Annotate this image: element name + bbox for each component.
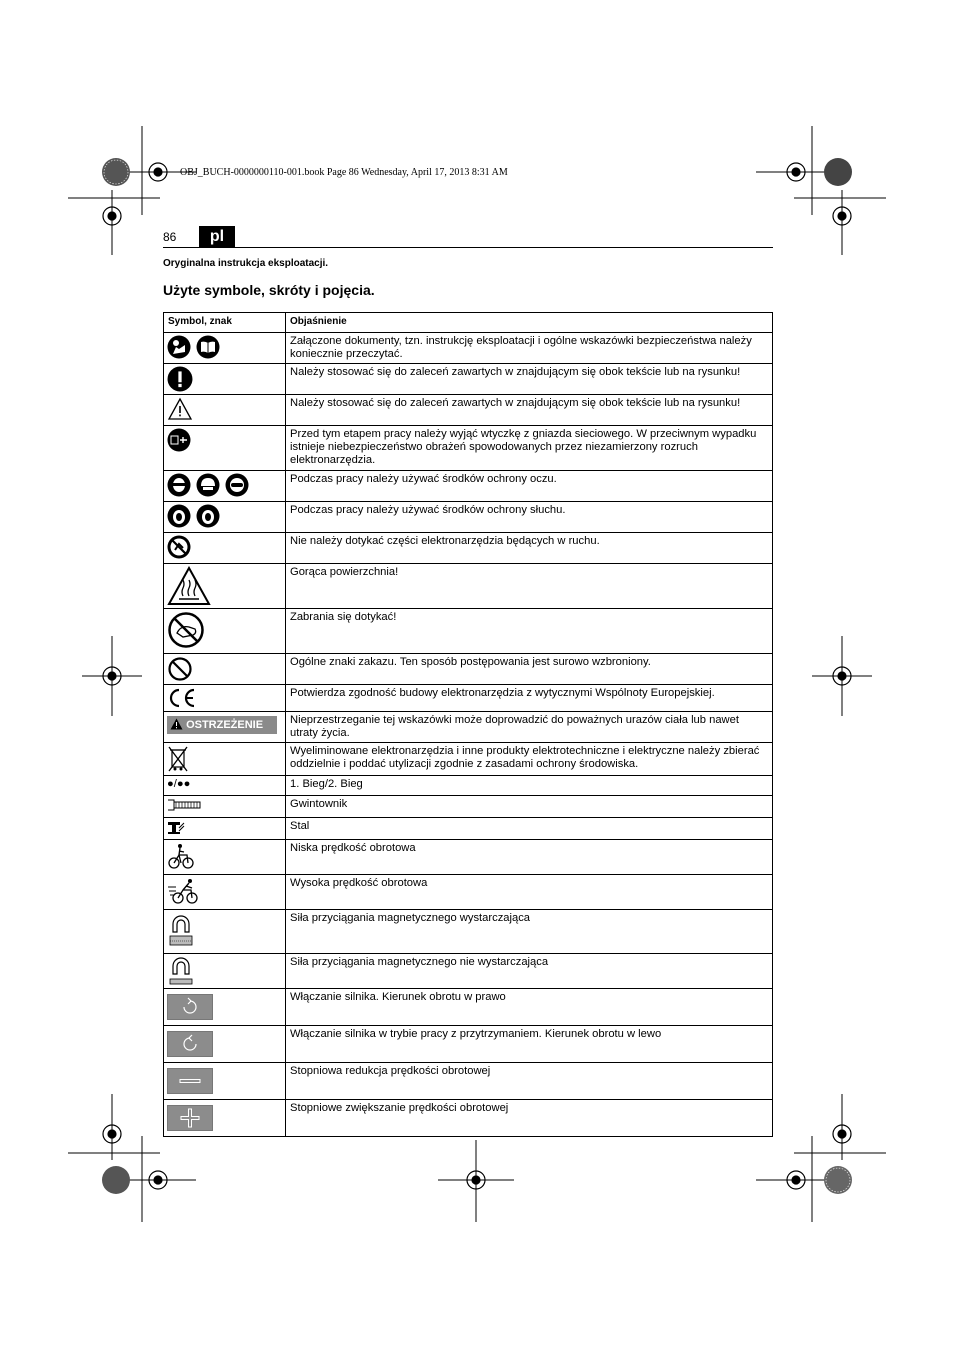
symbol-cell (164, 989, 286, 1026)
symbol-cell (164, 743, 286, 776)
ce-mark-icon (167, 687, 197, 709)
table-row (164, 502, 773, 533)
page-number: 86 (163, 230, 177, 244)
table-row (164, 743, 773, 776)
symbols-table (163, 312, 773, 1137)
low-speed-icon (167, 842, 195, 870)
table-row (164, 685, 773, 712)
explanation-cell: Niska prędkość obrotowa (286, 840, 773, 875)
explanation-cell: Stal (286, 818, 773, 840)
table-row (164, 564, 773, 609)
symbol-cell (164, 502, 286, 533)
face-shield-icon (167, 473, 191, 497)
page-header (163, 226, 773, 248)
weee-bin-icon (167, 745, 189, 773)
explanation-cell: Podczas pracy należy używać środków ochrony oczu. (286, 471, 773, 502)
explanation-cell: Włączanie silnika w trybie pracy z przytrzymaniem. Kierunek obrotu w lewo (286, 1026, 773, 1063)
minus-button-icon (167, 1068, 213, 1094)
symbol-cell (164, 1063, 286, 1100)
explanation-cell: Wysoka prędkość obrotowa (286, 875, 773, 910)
explanation-cell: Siła przyciągania magnetycznego nie wystarczająca (286, 954, 773, 989)
file-slug: OBJ_BUCH-0000000110-001.book Page 86 Wednesday, April 17, 2013 8:31 AM (180, 167, 508, 178)
unplug-icon (167, 428, 191, 452)
table-row (164, 818, 773, 840)
table-row (164, 609, 773, 654)
gear-dots-icon: ●/●● (164, 776, 286, 796)
symbol-cell (164, 818, 286, 840)
language-tab: pl (199, 226, 235, 247)
explanation-cell: Należy stosować się do zaleceń zawartych w znajdującym się obok tekście lub na rysunku! (286, 395, 773, 426)
hot-surface-icon (167, 566, 211, 606)
table-row (164, 954, 773, 989)
table-row (164, 533, 773, 564)
symbol-cell (164, 910, 286, 954)
symbol-cell (164, 840, 286, 875)
symbol-cell (164, 1100, 286, 1137)
read-manual-icon (167, 335, 191, 359)
table-row (164, 910, 773, 954)
symbol-cell (164, 1026, 286, 1063)
manual-book-icon (196, 335, 220, 359)
explanation-cell: Przed tym etapem pracy należy wyjąć wtyczkę z gniazda sieciowego. W przeciwnym wypadku istnieje niebezpieczeństwo obrażeń spowodowanych przez niezamierzony rozruch elektronarzędzia. (286, 426, 773, 471)
explanation-cell: Włączanie silnika. Kierunek obrotu w prawo (286, 989, 773, 1026)
subtitle: Oryginalna instrukcja eksploatacji. (163, 258, 329, 269)
explanation-cell: Gorąca powierzchnia! (286, 564, 773, 609)
explanation-cell: Wyeliminowane elektronarzędzia i inne produkty elektrotechniczne i elektryczne należy zbierać oddzielnie i poddać utylizacji zgodnie z zasadami ochrony środowiska. (286, 743, 773, 776)
explanation-cell: Stopniowe zwiększanie prędkości obrotowej (286, 1100, 773, 1137)
high-speed-icon (167, 877, 199, 905)
explanation-cell: Nie należy dotykać części elektronarzędzia będących w ruchu. (286, 533, 773, 564)
explanation-cell: Należy stosować się do zaleceń zawartych w znajdującym się obok tekście lub na rysunku! (286, 364, 773, 395)
header-symbol: Symbol, znak (164, 313, 286, 333)
prohibition-icon (167, 656, 193, 682)
magnet-sufficient-icon (167, 912, 195, 948)
symbol-cell (164, 796, 286, 818)
no-touch-moving-icon (167, 535, 191, 559)
table-header-row (164, 313, 773, 333)
table-row (164, 776, 773, 796)
symbol-cell (164, 426, 286, 471)
explanation-cell: Nieprzestrzeganie tej wskazówki może doprowadzić do poważnych urazów ciała lub nawet utraty życia. (286, 712, 773, 743)
explanation-cell: Ogólne znaki zakazu. Ten sposób postępowania jest surowo wzbroniony. (286, 654, 773, 685)
symbol-cell (164, 533, 286, 564)
symbol-cell (164, 712, 286, 743)
goggles-icon (225, 473, 249, 497)
symbol-cell (164, 609, 286, 654)
table-row (164, 875, 773, 910)
warning-label-text: OSTRZEŻENIE (186, 719, 264, 731)
table-row (164, 364, 773, 395)
table-row (164, 1100, 773, 1137)
table-row (164, 333, 773, 364)
symbol-cell (164, 685, 286, 712)
rotate-right-button-icon (167, 994, 213, 1020)
table-row (164, 1063, 773, 1100)
exclamation-icon (167, 366, 193, 392)
ear-protection-icon (167, 504, 191, 528)
symbol-cell (164, 654, 286, 685)
header-explanation: Objaśnienie (286, 313, 773, 333)
rotate-left-button-icon (167, 1031, 213, 1057)
steel-icon (167, 820, 185, 836)
do-not-touch-icon (167, 611, 205, 649)
helmet-icon (196, 473, 220, 497)
explanation-cell: Załączone dokumenty, tzn. instrukcję eksploatacji i ogólne wskazówki bezpieczeństwa należy koniecznie przeczytać. (286, 333, 773, 364)
table-row (164, 654, 773, 685)
plus-button-icon (167, 1105, 213, 1131)
tap-icon (167, 798, 201, 812)
symbol-cell (164, 471, 286, 502)
symbol-cell (164, 564, 286, 609)
symbol-cell (164, 333, 286, 364)
explanation-cell: Siła przyciągania magnetycznego wystarczająca (286, 910, 773, 954)
symbol-cell (164, 395, 286, 426)
explanation-cell: Podczas pracy należy używać środków ochrony słuchu. (286, 502, 773, 533)
table-row (164, 712, 773, 743)
explanation-cell: 1. Bieg/2. Bieg (286, 776, 773, 796)
table-row (164, 426, 773, 471)
table-row (164, 796, 773, 818)
warning-label-icon (167, 716, 277, 734)
warning-triangle-icon (167, 397, 193, 421)
table-row (164, 395, 773, 426)
table-row (164, 1026, 773, 1063)
explanation-cell: Gwintownik (286, 796, 773, 818)
magnet-insufficient-icon (167, 956, 195, 986)
ear-protection-icon (196, 504, 220, 528)
table-row (164, 471, 773, 502)
symbol-cell (164, 875, 286, 910)
explanation-cell: Zabrania się dotykać! (286, 609, 773, 654)
explanation-cell: Potwierdza zgodność budowy elektronarzędzia z wytycznymi Wspólnoty Europejskiej. (286, 685, 773, 712)
table-row (164, 840, 773, 875)
table-row (164, 989, 773, 1026)
symbol-cell (164, 364, 286, 395)
explanation-cell: Stopniowa redukcja prędkości obrotowej (286, 1063, 773, 1100)
symbol-cell (164, 954, 286, 989)
page-title: Użyte symbole, skróty i pojęcia. (163, 282, 375, 298)
